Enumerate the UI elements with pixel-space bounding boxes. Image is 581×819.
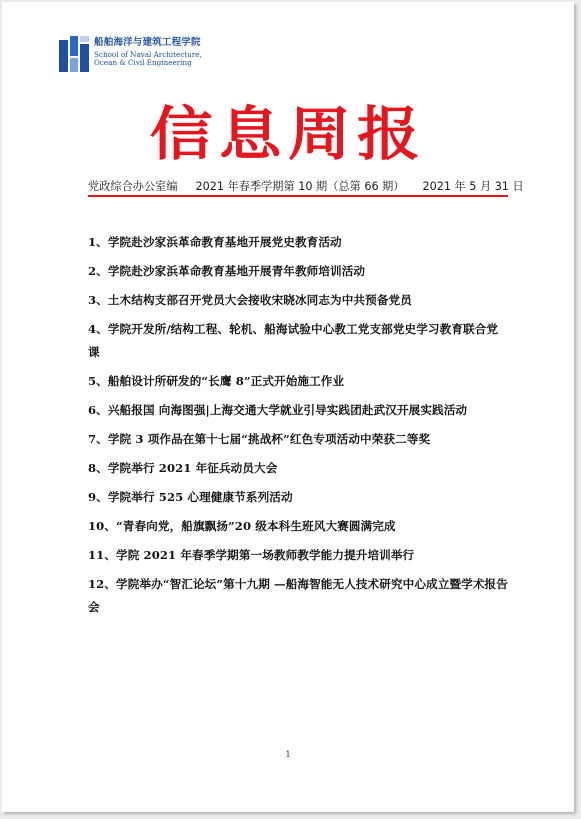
issue-info — [88, 178, 524, 194]
headline-item[interactable]: 5、船舶设计所研发的“长鹰 8”正式开始施工作业 — [88, 374, 345, 388]
document-page — [2, 2, 574, 812]
issue-term: 2021 年春季学期第 10 期（总第 66 期） — [195, 180, 405, 193]
headline-item[interactable]: 8、学院举行 2021 年征兵动员大会 — [88, 461, 278, 475]
school-name-block — [94, 38, 202, 67]
headline-item[interactable]: 7、学院 3 项作品在第十七届“挑战杯”红色专项活动中荣获二等奖 — [88, 432, 431, 446]
headline-item[interactable]: 6、兴船报国 向海图强|上海交通大学就业引导实践团赴武汉开展实践活动 — [88, 403, 468, 417]
headline-item[interactable]: 9、学院举行 525 心理健康节系列活动 — [88, 490, 293, 504]
headline-item[interactable]: 11、学院 2021 年春季学期第一场教师教学能力提升培训举行 — [88, 548, 415, 562]
newsletter-title: 信息周报 — [149, 100, 427, 168]
headline-list — [88, 231, 508, 625]
headline-item[interactable]: 12、学院举办“智汇论坛”第十九期 —船海智能无人技术研究中心成立暨学术报告会 — [88, 577, 508, 614]
headline-item[interactable]: 1、学院赴沙家浜革命教育基地开展党史教育活动 — [88, 235, 342, 249]
school-name-en-line1: School of Naval Architecture, — [94, 49, 202, 59]
headline-item[interactable]: 2、学院赴沙家浜革命教育基地开展青年教师培训活动 — [88, 264, 366, 278]
issue-date: 2021 年 5 月 31 日 — [422, 180, 524, 193]
headline-item[interactable]: 10、“青春向党，船旗飘扬”20 级本科生班风大赛圆满完成 — [88, 519, 396, 533]
school-name-cn: 船舶海洋与建筑工程学院 — [94, 37, 201, 48]
page-number: 1 — [285, 750, 291, 759]
school-emblem-icon — [59, 36, 89, 72]
headline-item[interactable]: 3、土木结构支部召开党员大会接收宋晓冰同志为中共预备党员 — [88, 293, 412, 307]
header-divider — [88, 195, 508, 197]
headline-item[interactable]: 4、学院开发所/结构工程、轮机、船海试验中心教工党支部党史学习教育联合党课 — [88, 322, 499, 359]
issue-editor: 党政综合办公室编 — [88, 180, 178, 193]
school-name-en-line2: Ocean & Civil Engineering — [94, 57, 192, 67]
